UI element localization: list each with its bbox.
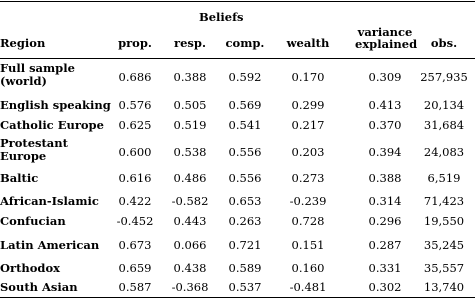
table-cell: 0.616: [118, 171, 152, 185]
table-cell: 0.388: [368, 171, 402, 185]
table-cell: -0.452: [116, 214, 154, 228]
region-header: Region: [0, 36, 46, 50]
column-header: wealth: [286, 36, 330, 50]
table-cell: -0.582: [171, 194, 209, 208]
table-cell: 0.625: [118, 118, 152, 132]
table-cell: 0.519: [173, 118, 207, 132]
table-cell: 0.443: [173, 214, 207, 228]
table-cell: 0.541: [228, 118, 262, 132]
table-cell: 0.556: [228, 145, 262, 159]
table-cell: 0.394: [368, 145, 402, 159]
table-cell: 0.413: [368, 98, 402, 112]
column-header: variance explained: [355, 25, 418, 51]
table-cell: 0.653: [228, 194, 262, 208]
row-label: Catholic Europe: [0, 118, 104, 132]
table-cell: 20,134: [423, 98, 465, 112]
table-cell: 35,557: [423, 261, 465, 275]
table-cell: 0.287: [368, 238, 402, 252]
table-cell: 0.331: [368, 261, 402, 275]
table-cell: 0.576: [118, 98, 152, 112]
table-cell: 0.217: [291, 118, 325, 132]
row-label: Orthodox: [0, 261, 60, 275]
row-label: Baltic: [0, 171, 39, 185]
table-cell: 0.296: [368, 214, 402, 228]
table-cell: 0.673: [118, 238, 152, 252]
table-cell: 0.686: [118, 70, 152, 84]
table-cell: -0.481: [289, 280, 327, 294]
column-header: resp.: [174, 36, 206, 50]
table-cell: 31,684: [423, 118, 465, 132]
table-cell: 0.370: [368, 118, 402, 132]
table-cell: 0.170: [291, 70, 325, 84]
row-label: Full sample (world): [0, 61, 75, 88]
table-cell: 0.659: [118, 261, 152, 275]
column-header: obs.: [430, 36, 458, 50]
table-cell: 24,083: [423, 145, 465, 159]
column-header: prop.: [118, 36, 152, 50]
column-header: comp.: [225, 36, 265, 50]
table-cell: 0.299: [291, 98, 325, 112]
table-rule: [0, 58, 475, 59]
table-cell: 0.592: [228, 70, 262, 84]
table-cell: 0.600: [118, 145, 152, 159]
table-cell: 0.066: [173, 238, 207, 252]
table-cell: 6,519: [427, 171, 461, 185]
table-cell: 0.587: [118, 280, 152, 294]
row-label: Latin American: [0, 238, 100, 252]
table-cell: 0.388: [173, 70, 207, 84]
table-rule: [0, 1, 475, 2]
table-cell: 35,245: [423, 238, 465, 252]
table-cell: 0.203: [291, 145, 325, 159]
table-rule: [0, 297, 475, 298]
table-cell: 0.537: [228, 280, 262, 294]
row-label: English speaking: [0, 98, 111, 112]
table-cell: 0.556: [228, 171, 262, 185]
table-cell: 0.160: [291, 261, 325, 275]
table-cell: 13,740: [423, 280, 465, 294]
row-label: South Asian: [0, 280, 78, 294]
table-cell: 0.569: [228, 98, 262, 112]
table-cell: 257,935: [420, 70, 468, 84]
table-cell: 71,423: [423, 194, 465, 208]
table-cell: 0.151: [291, 238, 325, 252]
table-cell: 0.309: [368, 70, 402, 84]
table-cell: 0.438: [173, 261, 207, 275]
table-cell: -0.368: [171, 280, 209, 294]
row-label: African-Islamic: [0, 194, 99, 208]
table-cell: 0.302: [368, 280, 402, 294]
table-cell: -0.239: [289, 194, 327, 208]
table-cell: 0.721: [228, 238, 262, 252]
table-cell: 0.314: [368, 194, 402, 208]
table-cell: 0.728: [291, 214, 325, 228]
row-label: Protestant Europe: [0, 136, 68, 163]
table-cell: 19,550: [423, 214, 465, 228]
group-header: Beliefs: [199, 10, 244, 24]
table-cell: 0.589: [228, 261, 262, 275]
table-cell: 0.538: [173, 145, 207, 159]
row-label: Confucian: [0, 214, 66, 228]
table-cell: 0.273: [291, 171, 325, 185]
table-cell: 0.505: [173, 98, 207, 112]
table-cell: 0.263: [228, 214, 262, 228]
table-cell: 0.486: [173, 171, 207, 185]
table-cell: 0.422: [118, 194, 152, 208]
